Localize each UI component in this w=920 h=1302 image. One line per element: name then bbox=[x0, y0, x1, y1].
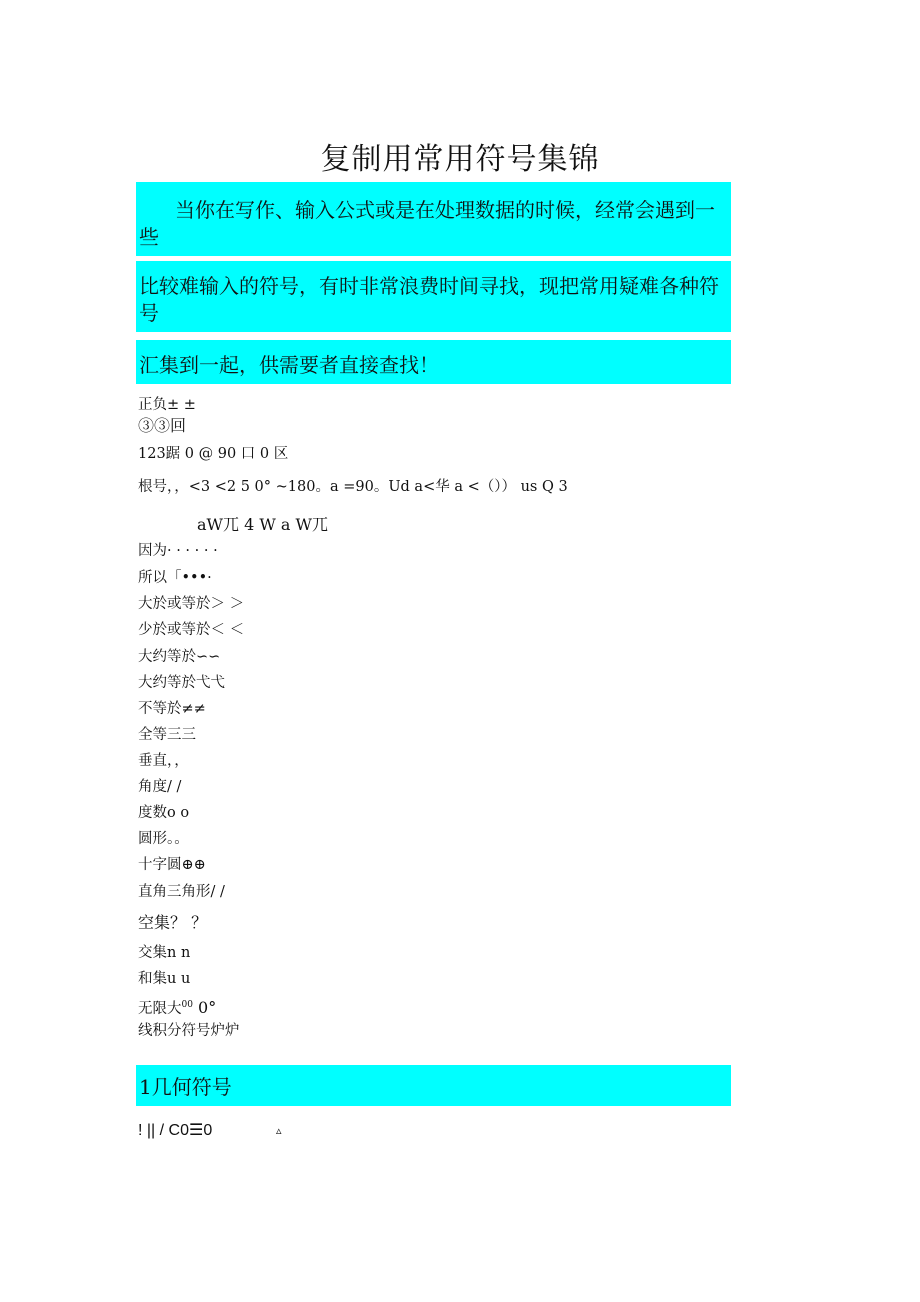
degree-line: 度数o o bbox=[138, 805, 190, 821]
perp-line: 垂直，， bbox=[138, 753, 189, 769]
intersect-line: 交集n n bbox=[138, 945, 191, 961]
lte-line: 少於或等於＜ ＜ bbox=[138, 622, 245, 638]
intro-text-2: 比较难输入的符号，有时非常浪费时间寻找，现把常用疑难各种符号 bbox=[139, 274, 719, 325]
intro-text-3: 汇集到一起，供需要者直接查找！ bbox=[139, 353, 439, 377]
geometry-heading: 1几何符号 bbox=[139, 1075, 232, 1099]
infinity-label: 无限大 bbox=[138, 1000, 182, 1017]
neq-line: 不等於≠≠ bbox=[138, 701, 206, 717]
approx-line-1: 大约等於∽∽ bbox=[138, 649, 221, 665]
root-line: 根号，，<3 <2 5 0° ~180。a =90。Ud a<华 a <（）） us Q 3 bbox=[138, 479, 568, 495]
intro-text-1: 当你在写作、输入公式或是在处理数据的时候，经常会遇到一些 bbox=[139, 198, 715, 249]
intro-band-1 bbox=[136, 182, 731, 256]
union-line: 和集u u bbox=[138, 971, 191, 987]
integral-line: 线积分符号炉炉 bbox=[138, 1023, 240, 1039]
triangle-icon: ▵ bbox=[276, 1124, 282, 1137]
righttri-line: 直角三角形/ / bbox=[138, 884, 225, 900]
aw-line: aW兀 4 W a W兀 bbox=[197, 515, 328, 534]
approx-line-2: 大约等於弋弋 bbox=[138, 675, 225, 691]
gte-line: 大於或等於＞ ＞ bbox=[138, 596, 245, 612]
emptyset-line: 空集？ ？ bbox=[138, 913, 208, 932]
because-line: 因为· · · · · · bbox=[138, 543, 218, 559]
angle-line: 角度/ / bbox=[138, 779, 182, 795]
crosscircle-line: 十字圆⊕⊕ bbox=[138, 857, 206, 873]
numbers-line: 123踞 0 @ 90 口 0 区 bbox=[138, 446, 289, 462]
infinity-line bbox=[138, 995, 216, 1019]
intro-band-3 bbox=[136, 340, 731, 384]
therefore-line: 所以「•••· bbox=[138, 570, 212, 586]
geometry-symbols-row: ! || / C0☰0 bbox=[138, 1122, 213, 1139]
intro-band-2 bbox=[136, 261, 731, 332]
page-title: 复制用常用符号集锦 bbox=[320, 142, 600, 177]
circle-line: 圆形。。 bbox=[138, 831, 189, 847]
equiv-line: 全等三三 bbox=[138, 727, 196, 743]
circled-line: ③③回 bbox=[138, 416, 187, 435]
infinity-sup: 00 bbox=[181, 1000, 193, 1010]
infinity-after: 0° bbox=[192, 997, 217, 1017]
geometry-band bbox=[136, 1065, 731, 1106]
plusminus-line: 正负± ± bbox=[138, 397, 196, 413]
